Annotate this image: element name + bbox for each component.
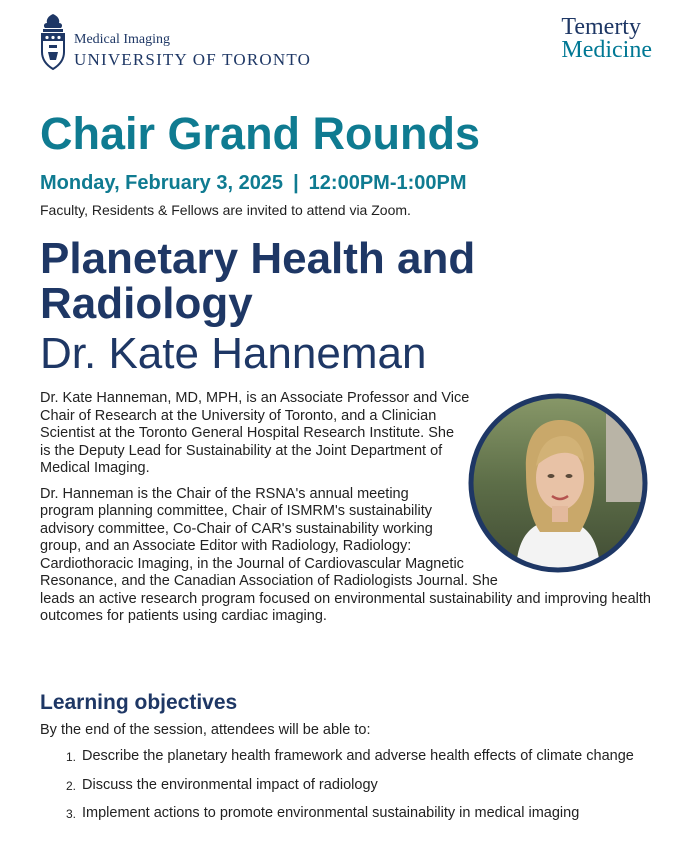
event-datetime: [40, 172, 467, 195]
event-title: Chair Grand Rounds: [40, 108, 481, 159]
objectives-title: Learning objectives: [40, 691, 238, 714]
objective-number: 1.: [66, 750, 77, 764]
temerty-line1: Temerty: [561, 14, 641, 40]
speaker-photo: [456, 392, 660, 574]
header: [0, 0, 692, 80]
event-date: Monday, February 3, 2025: [40, 172, 284, 194]
bio-paragraph-2: Dr. Hanneman is the Chair of the RSNA's annual meeting program planning committee, Chair of ISMRM's sustainability advisory committee, Co-Chair of CAR's sustainability working group, and an Associate Editor with Radiology, Radiology: Cardiothoracic Imaging, in the Journal of Cardiovascular Magnetic Resonance, and the Canadian Association of Radiologists Journal. She leads an active research program focused on environmental sustainability and improving health outcomes for patients using cardiac imaging.: [40, 485, 651, 624]
temerty-line2: Medicine: [561, 37, 652, 63]
event-time: 12:00PM-1:00PM: [308, 172, 467, 194]
uoft-department: Medical Imaging: [74, 32, 171, 47]
objective-text: Describe the planetary health framework and adverse health effects of climate change: [82, 748, 634, 764]
objective-text: Discuss the environmental impact of radiology: [82, 776, 378, 793]
objectives-list: [60, 748, 650, 834]
uoft-name: UNIVERSITY OF TORONTO: [74, 50, 312, 69]
university-crest-icon: [38, 12, 68, 72]
bio-paragraph-1: Dr. Kate Hanneman, MD, MPH, is an Associate Professor and Vice Chair of Research at the University of Toronto, and a Clinician Scientist at the Toronto General Hospital Research Institute. She is the Deputy Lead for Sustainability at the Joint Department of Medical Imaging.: [40, 390, 470, 476]
speaker-bio: [40, 390, 660, 634]
invite-text: Faculty, Residents & Fellows are invited to attend via Zoom.: [40, 202, 411, 218]
objective-item: [60, 805, 650, 823]
date-time-separator: |: [293, 172, 299, 194]
speaker-name: Dr. Kate Hanneman: [40, 329, 427, 378]
objective-number: 2.: [66, 778, 77, 793]
objective-item: [60, 748, 650, 766]
temerty-logo: [561, 16, 652, 62]
objectives-intro: By the end of the session, attendees will be able to:: [40, 722, 371, 738]
objective-item: [60, 777, 650, 795]
uoft-logo: [38, 12, 338, 74]
talk-title: Planetary Health and Radiology: [40, 234, 476, 328]
objective-number: 3.: [66, 807, 77, 821]
objective-text: Implement actions to promote environmental sustainability in medical imaging: [82, 805, 580, 821]
